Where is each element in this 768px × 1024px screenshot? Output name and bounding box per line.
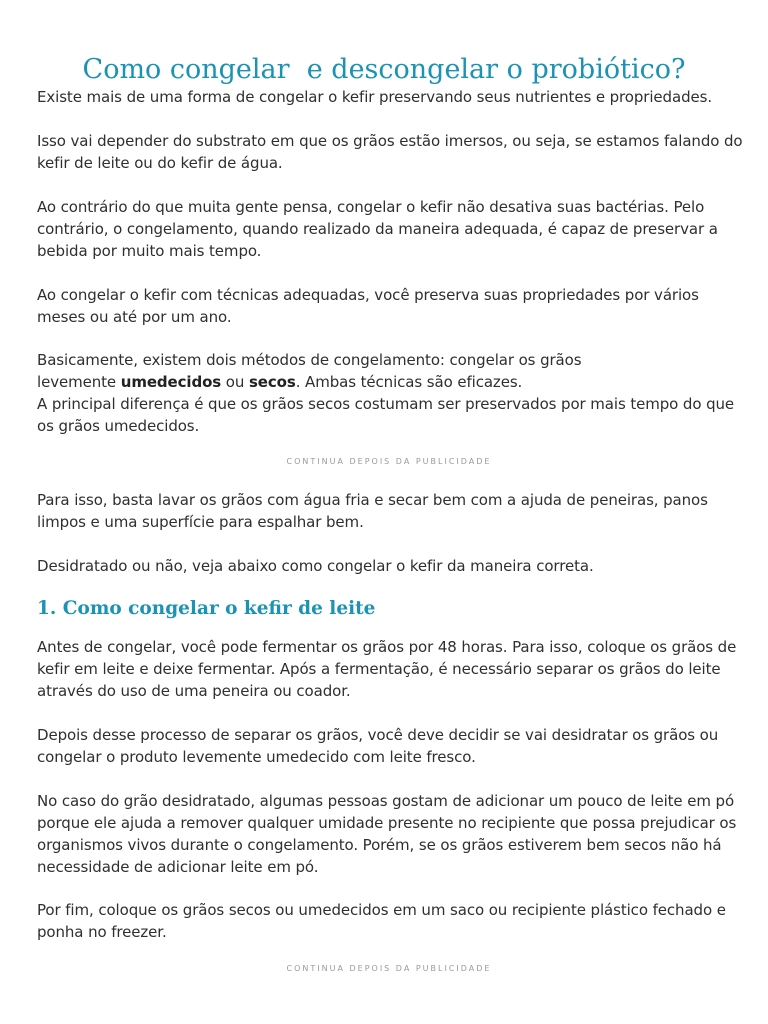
methods-line-2b: ou	[221, 373, 249, 391]
paragraph-separate: Depois desse processo de separar os grãos, você deve decidir se vai desidratar os grãos ou congelar o produto levemente umedecido com leite fresco.	[37, 726, 719, 766]
methods-line-2c: . Ambas técnicas são eficazes.	[295, 373, 523, 391]
paragraph-techniques: Ao congelar o kefir com técnicas adequadas, você preserva suas propriedades por vários meses ou até por um ano.	[37, 286, 699, 326]
paragraph-methods	[37, 349, 747, 393]
ad-notice: CONTINUA DEPOIS DA PUBLICIDADE	[286, 457, 492, 466]
ad-notice-2: CONTINUA DEPOIS DA PUBLICIDADE	[286, 964, 492, 973]
methods-line-2a: levemente	[37, 373, 121, 391]
paragraph-ferment: Antes de congelar, você pode fermentar os grãos por 48 horas. Para isso, coloque os grãos de kefir em leite e deixe fermentar. Após a fermentação, é necessário separar os grãos do leite através do uso de uma peneira ou coador.	[37, 638, 737, 700]
paragraph-substrate: Isso vai depender do substrato em que os grãos estão imersos, ou seja, se estamos falando do kefir de leite ou do kefir de água.	[37, 132, 743, 172]
paragraph-freezer: Por fim, coloque os grãos secos ou umedecidos em um saco ou recipiente plástico fechado e ponha no freezer.	[37, 901, 726, 941]
paragraph-dehydrated: Desidratado ou não, veja abaixo como congelar o kefir da maneira correta.	[37, 557, 594, 575]
section-title-kefir-de-leite: 1. Como congelar o kefir de leite	[37, 598, 376, 619]
bold-secos: secos	[248, 373, 296, 391]
paragraph-difference: A principal diferença é que os grãos secos costumam ser preservados por mais tempo do que os grãos umedecidos.	[37, 395, 735, 435]
paragraph-bacteria: Ao contrário do que muita gente pensa, congelar o kefir não desativa suas bactérias. Pelo contrário, o congelamento, quando realizado da maneira adequada, é capaz de preservar a bebida por muito mais tempo.	[37, 198, 718, 260]
paragraph-washing: Para isso, basta lavar os grãos com água fria e secar bem com a ajuda de peneiras, panos limpos e uma superfície para espalhar bem.	[37, 491, 708, 531]
bold-umedecidos: umedecidos	[120, 373, 222, 391]
intro-paragraph: Existe mais de uma forma de congelar o kefir preservando seus nutrientes e propriedades.	[37, 88, 712, 106]
article-title: Como congelar e descongelar o probiótico?	[82, 54, 686, 85]
paragraph-powdered-milk: No caso do grão desidratado, algumas pessoas gostam de adicionar um pouco de leite em pó porque ele ajuda a remover qualquer umidade presente no recipiente que possa prejudicar os organismos vivos durante o congelamento. Porém, se os grãos estiverem bem secos não há necessidade de adicionar leite em pó.	[37, 792, 737, 876]
methods-line-1: Basicamente, existem dois métodos de congelamento: congelar os grãos	[37, 351, 582, 369]
